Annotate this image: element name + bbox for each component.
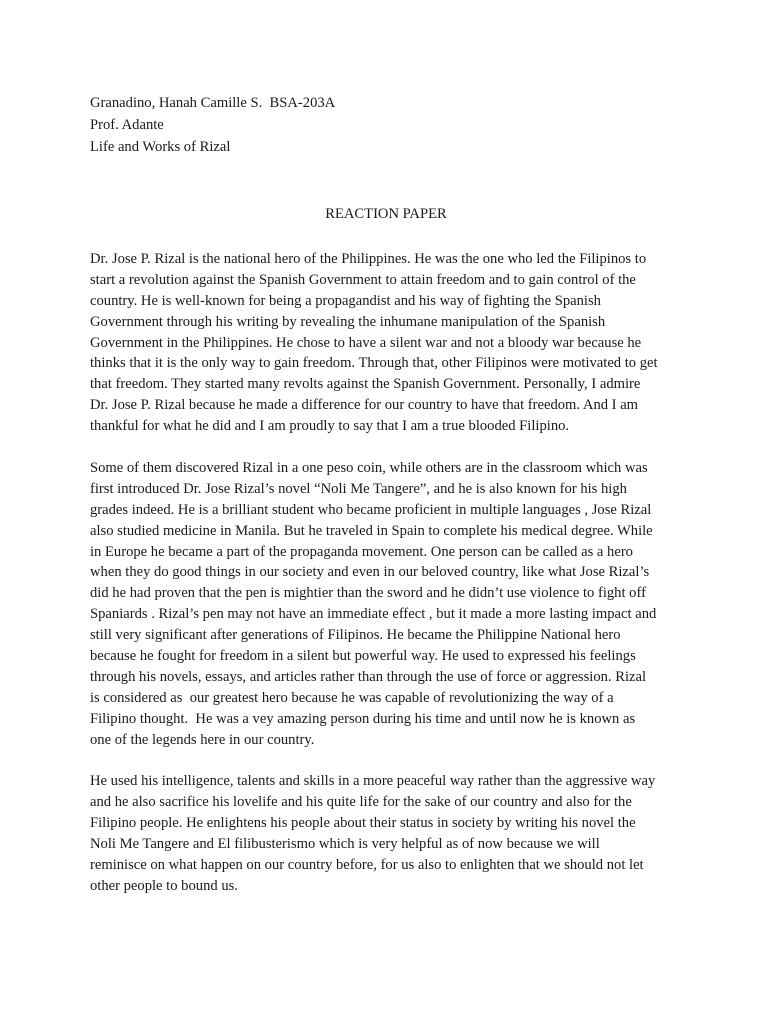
paragraph-line: and he also sacrifice his lovelife and his quite life for the sake of our country and also for the [90,794,632,811]
paragraph-2 [90,458,680,750]
paragraph-line: still very significant after generations of Filipinos. He became the Philippine National hero [90,627,621,644]
paragraph-line: in Europe he became a part of the propaganda movement. One person can be called as a hero [90,543,633,560]
paragraph-line: other people to bound us. [90,877,238,894]
document-body [90,249,680,918]
paragraph-line: He used his intelligence, talents and skills in a more peaceful way rather than the aggressive way [90,773,656,790]
paragraph-line: Government through his writing by revealing the inhumane manipulation of the Spanish [90,313,606,330]
paragraph-line: Filipino thought. He was a vey amazing person during his time and until now he is known as [90,710,636,727]
paragraph-line: also studied medicine in Manila. But he traveled in Spain to complete his medical degree. While [90,522,653,539]
paragraph-3 [90,771,680,896]
paragraph-line: thankful for what he did and I am proudly to say that I am a true blooded Filipino. [90,418,570,435]
paragraph-line: is considered as our greatest hero because he was capable of revolutionizing the way of a [90,689,614,706]
paragraph-line: Noli Me Tangere and El filibusterismo which is very helpful as of now because we will [90,836,600,853]
paragraph-line: reminisce on what happen on our country before, for us also to enlighten that we should not let [90,857,644,874]
document-header [90,93,690,158]
paragraph-line: did he had proven that the pen is mightier than the sword and he didn’t use violence to fight off [90,585,646,602]
professor-line: Prof. Adante [90,116,164,133]
paragraph-line: thinks that it is the only way to gain freedom. Through that, other Filipinos were motivated to get [90,355,658,372]
paragraph-line: when they do good things in our society and even in our beloved country, like what Jose Rizal’s [90,564,650,581]
author-line: Granadino, Hanah Camille S. BSA-203A [90,95,336,111]
course-line: Life and Works of Rizal [90,138,231,155]
paragraph-line: that freedom. They started many revolts against the Spanish Government. Personally, I admire [90,376,641,393]
paragraph-line: start a revolution against the Spanish Government to attain freedom and to gain control of the [90,271,636,288]
paragraph-line: Dr. Jose P. Rizal because he made a difference for our country to have that freedom. And I am [90,397,639,414]
paragraph-1 [90,249,680,437]
paragraph-line: country. He is well-known for being a propagandist and his way of fighting the Spanish [90,292,601,309]
paragraph-line: Filipino people. He enlightens his people about their status in society by writing his novel the [90,815,636,832]
paragraph-line: Spaniards . Rizal’s pen may not have an immediate effect , but it made a more lasting impact and [90,606,657,623]
paragraph-line: one of the legends here in our country. [90,731,315,748]
paragraph-line: grades indeed. He is a brilliant student who became proficient in multiple languages , Jose Rizal [90,501,652,518]
paragraph-line: through his novels, essays, and articles rather than through the use of force or aggression. Rizal [90,668,647,685]
paragraph-line: because he fought for freedom in a silent but powerful way. He used to expressed his feelings [90,648,636,665]
paragraph-line: Government in the Philippines. He chose to have a silent war and not a bloody war because he [90,334,642,351]
paragraph-line: Dr. Jose P. Rizal is the national hero of the Philippines. He was the one who led the Filipinos to [90,251,647,267]
paragraph-line: Some of them discovered Rizal in a one peso coin, while others are in the classroom which was [90,460,648,477]
paragraph-line: first introduced Dr. Jose Rizal’s novel “Noli Me Tangere”, and he is also known for his high [90,480,627,497]
document-title: REACTION PAPER [325,206,447,222]
